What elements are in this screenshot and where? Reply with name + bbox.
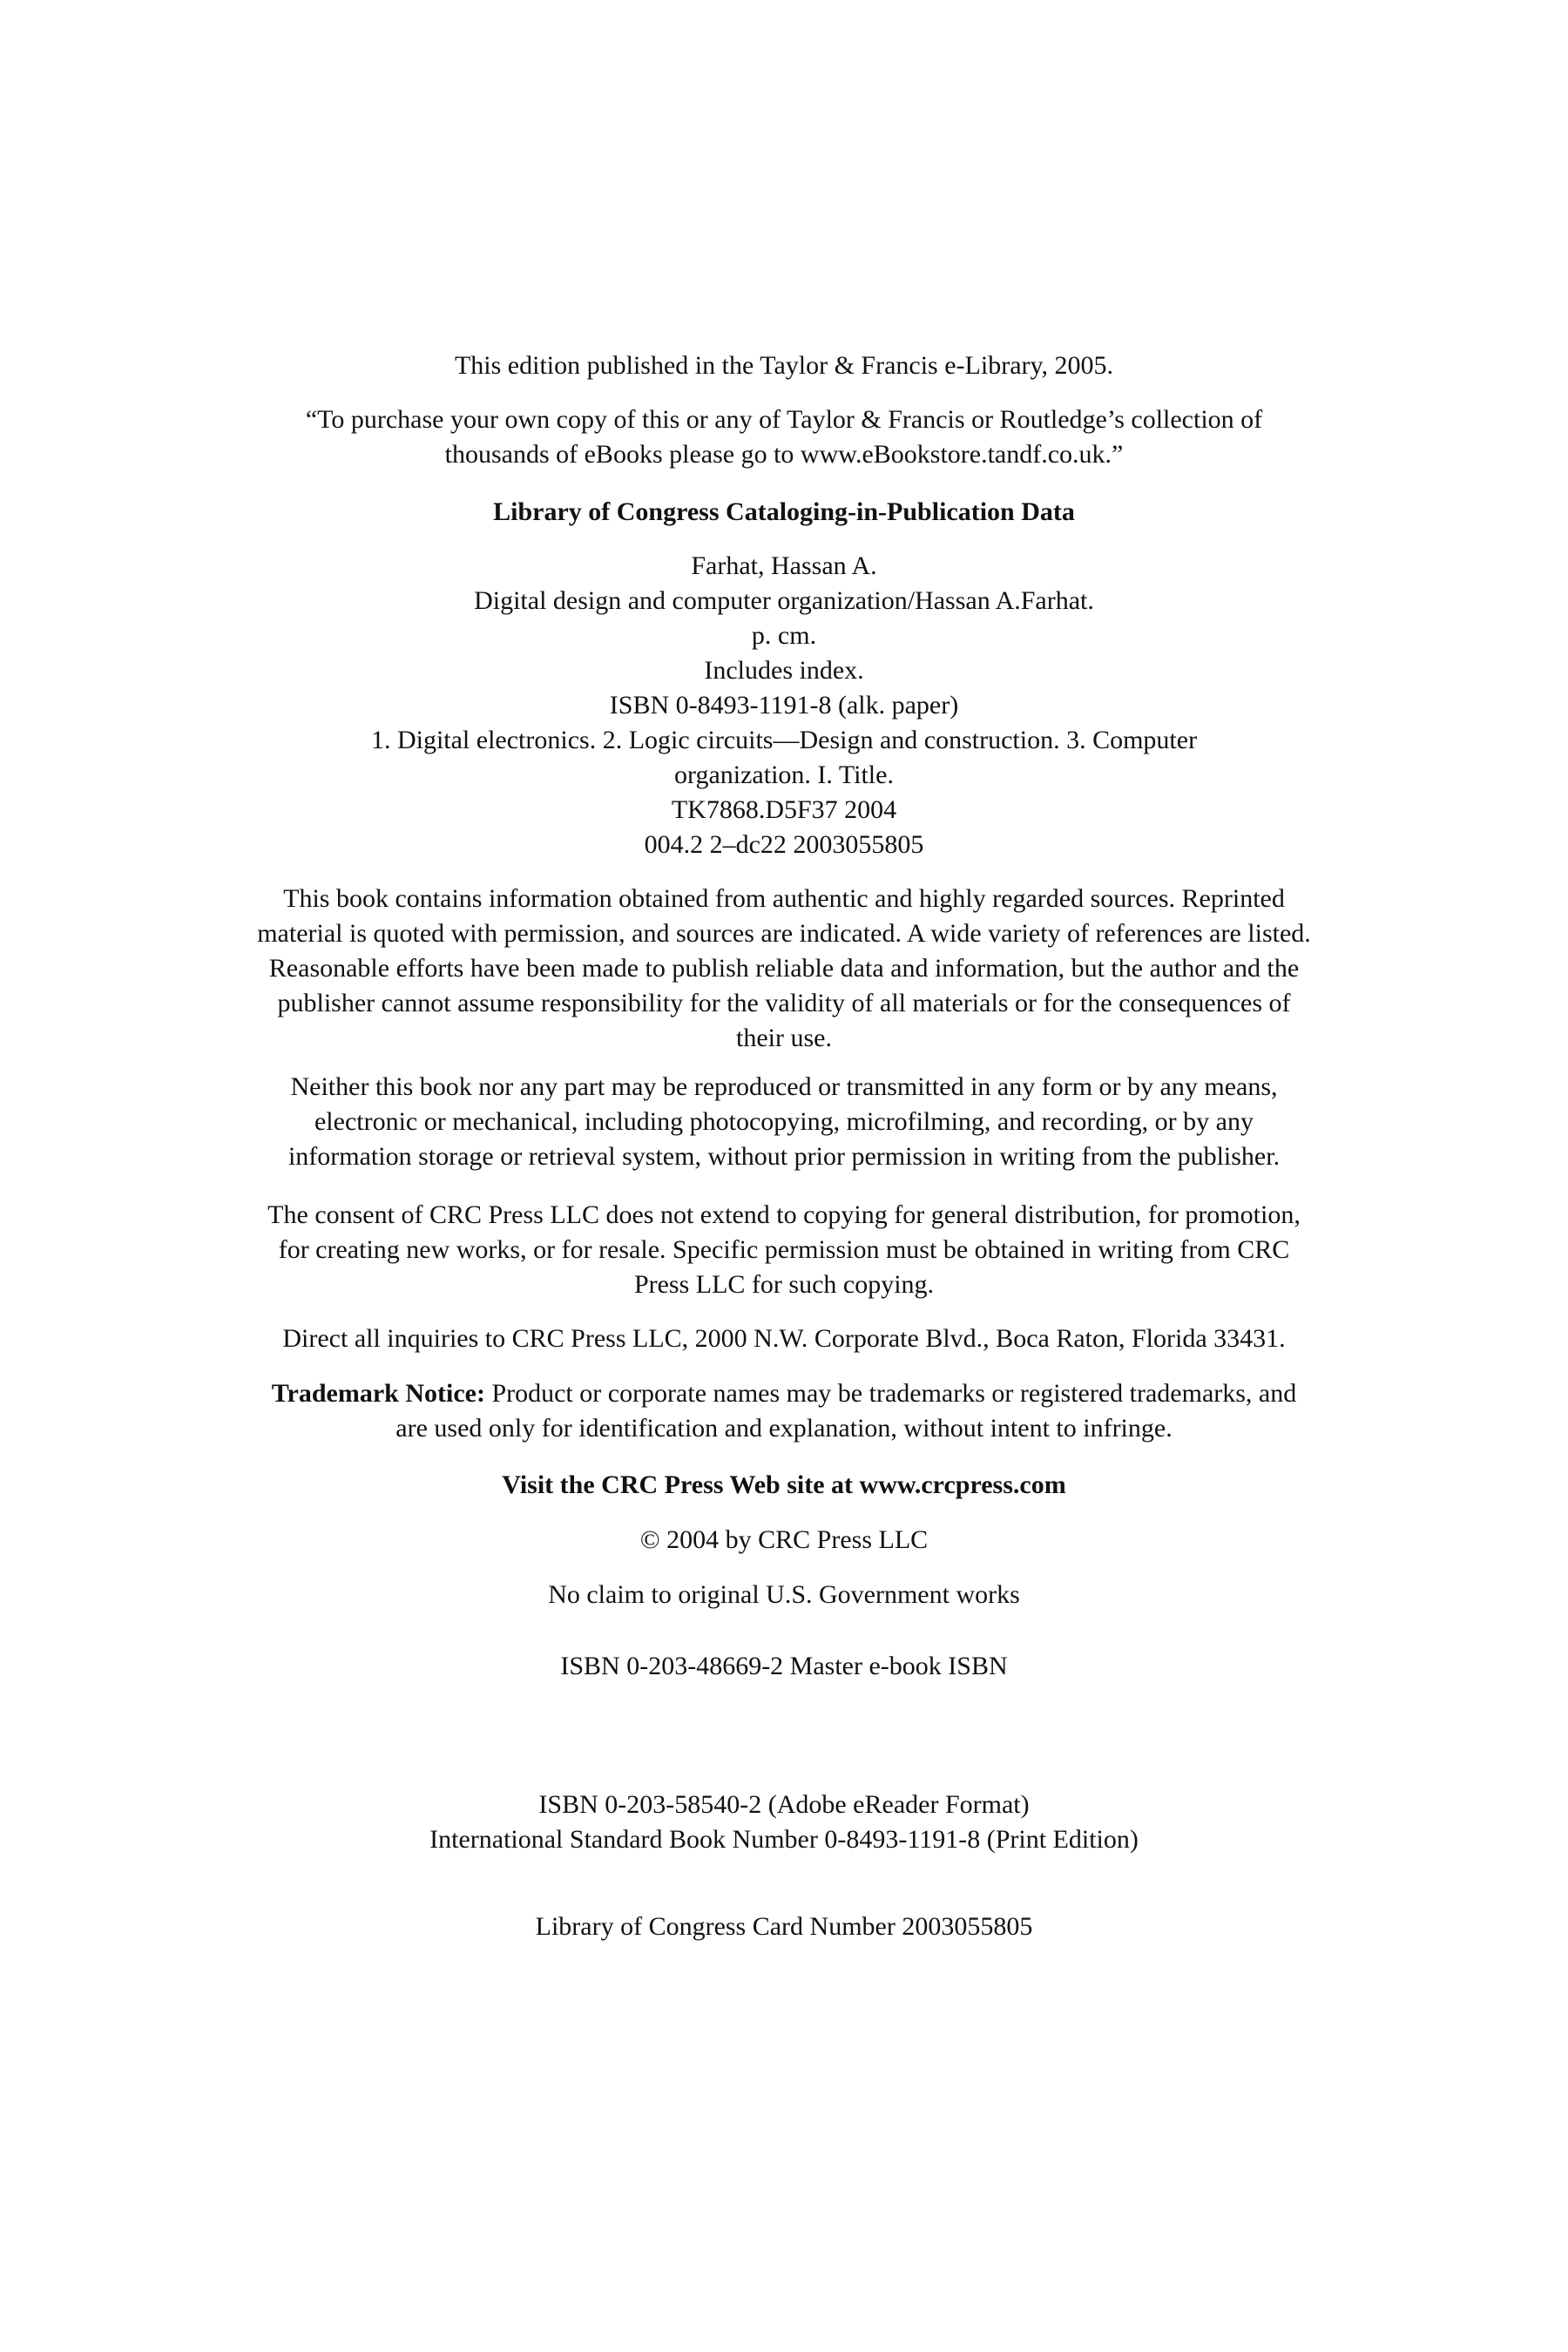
- trademark-line-1: [174, 1376, 1394, 1411]
- purchase-line-1: “To purchase your own copy of this or any of Taylor & Francis or Routledge’s collection of: [305, 405, 1263, 434]
- website-notice: [174, 1468, 1394, 1503]
- inquiries-paragraph: [174, 1321, 1394, 1356]
- no-claim-notice: [174, 1578, 1394, 1612]
- edition-notice: [174, 348, 1394, 383]
- sources-line: This book contains information obtained from authentic and highly regarded sources. Reprinted: [283, 884, 1285, 913]
- trademark-line-2: are used only for identification and explanation, without intent to infringe.: [395, 1414, 1173, 1443]
- trademark-text: Product or corporate names may be trademarks or registered trademarks, and: [484, 1379, 1297, 1408]
- copyright-notice: [174, 1523, 1394, 1558]
- rights-line: information storage or retrieval system, without prior permission in writing from the publisher.: [287, 1142, 1281, 1171]
- lc-card-number: [174, 1909, 1394, 1944]
- edition-line: This edition published in the Taylor & Francis e-Library, 2005.: [454, 351, 1114, 380]
- website-line: Visit the CRC Press Web site at www.crcpress.com: [502, 1470, 1066, 1499]
- rights-line: electronic or mechanical, including photocopying, microfilming, and recording, or by any: [314, 1107, 1254, 1136]
- trademark-label: Trademark Notice:: [271, 1379, 485, 1408]
- cip-subjects-1: 1. Digital electronics. 2. Logic circuits—Design and construction. 3. Computer: [370, 726, 1198, 754]
- sources-line: their use.: [736, 1024, 832, 1052]
- trademark-notice: [174, 1376, 1394, 1446]
- rights-line: Neither this book nor any part may be reproduced or transmitted in any form or by any means,: [290, 1072, 1278, 1101]
- rights-paragraph: [174, 1070, 1394, 1174]
- sources-paragraph: [174, 882, 1394, 1056]
- cip-title: Digital design and computer organization/Hassan A.Farhat.: [474, 586, 1094, 615]
- no-claim-line: No claim to original U.S. Government works: [548, 1580, 1020, 1609]
- isbn-print: International Standard Book Number 0-8493-1191-8 (Print Edition): [429, 1825, 1139, 1854]
- isbn-list: [174, 1788, 1394, 1857]
- cip-heading-text: Library of Congress Cataloging-in-Publication Data: [493, 497, 1075, 526]
- isbn-adobe: ISBN 0-203-58540-2 (Adobe eReader Format): [538, 1790, 1030, 1819]
- lc-card-line: Library of Congress Card Number 2003055805: [535, 1912, 1033, 1941]
- consent-line: for creating new works, or for resale. Specific permission must be obtained in writing from CRC: [278, 1235, 1290, 1264]
- purchase-line-2: thousands of eBooks please go to www.eBookstore.tandf.co.uk.”: [444, 440, 1124, 469]
- cip-data: [174, 549, 1394, 862]
- consent-paragraph: [174, 1198, 1394, 1302]
- cip-pages: p. cm.: [751, 621, 817, 650]
- cip-author: Farhat, Hassan A.: [691, 551, 877, 580]
- purchase-notice: [174, 402, 1394, 472]
- sources-line: Reasonable efforts have been made to publish reliable data and information, but the author and the: [268, 954, 1300, 983]
- master-isbn-line: ISBN 0-203-48669-2 Master e-book ISBN: [560, 1652, 1008, 1680]
- cip-callnumber: TK7868.D5F37 2004: [671, 795, 897, 824]
- cip-subjects-2: organization. I. Title.: [674, 760, 894, 789]
- cip-index: Includes index.: [704, 656, 864, 685]
- master-isbn: [174, 1649, 1394, 1684]
- cip-heading: [174, 495, 1394, 530]
- cip-isbn: ISBN 0-8493-1191-8 (alk. paper): [609, 691, 959, 720]
- sources-line: publisher cannot assume responsibility for the validity of all materials or for the consequences of: [277, 989, 1291, 1017]
- inquiries-line: Direct all inquiries to CRC Press LLC, 2000 N.W. Corporate Blvd., Boca Raton, Florida 33431.: [282, 1324, 1286, 1353]
- consent-line: The consent of CRC Press LLC does not extend to copying for general distribution, for promotion,: [267, 1200, 1301, 1229]
- consent-line: Press LLC for such copying.: [633, 1270, 935, 1299]
- cip-classification: 004.2 2–dc22 2003055805: [644, 830, 924, 859]
- sources-line: material is quoted with permission, and sources are indicated. A wide variety of references are listed.: [257, 919, 1311, 948]
- copyright-line: © 2004 by CRC Press LLC: [639, 1525, 929, 1554]
